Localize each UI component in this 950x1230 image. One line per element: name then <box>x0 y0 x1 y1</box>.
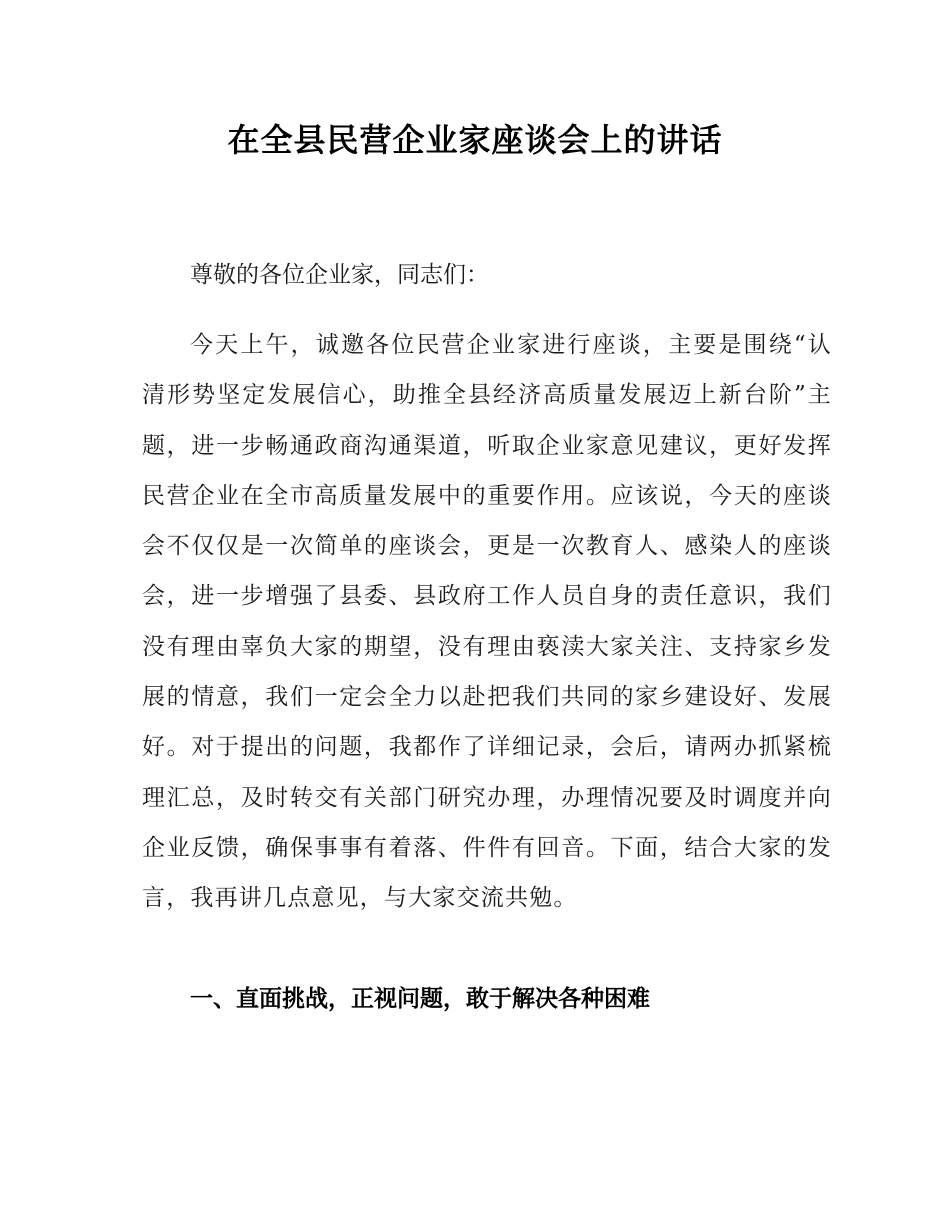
document-title: 在全县民营企业家座谈会上的讲话 <box>227 121 723 159</box>
section-heading: 一、直面挑战，正视问题，敢于解决各种困难 <box>190 986 650 1012</box>
body-paragraph: 今天上午，诚邀各位民营企业家进行座谈，主要是围绕“认清形势坚定发展信心，助推全县经济高质量发展迈上新台阶”主题，进一步畅通政商沟通渠道，听取企业家意见建议，更好发挥民营企业在全市高质量发展中的重要作用。应该说，今天的座谈会不仅仅是一次简单的座谈会，更是一次教育人、感染人的座谈会，进一步增强了县委、县政府工作人员自身的责任意识，我们没有理由辜负大家的期望，没有理由亵渎大家关注、支持家乡发展的情意，我们一定会全力以赴把我们共同的家乡建设好、发展好。对于提出的问题，我都作了详细记录，会后，请两办抓紧梳理汇总，及时转交有关部门研究办理，办理情况要及时调度并向企业反馈，确保事事有着落、件件有回音。下面，结合大家的发言，我再讲几点意见，与大家交流共勉。 <box>142 332 832 912</box>
salutation: 尊敬的各位企业家，同志们： <box>190 262 489 288</box>
